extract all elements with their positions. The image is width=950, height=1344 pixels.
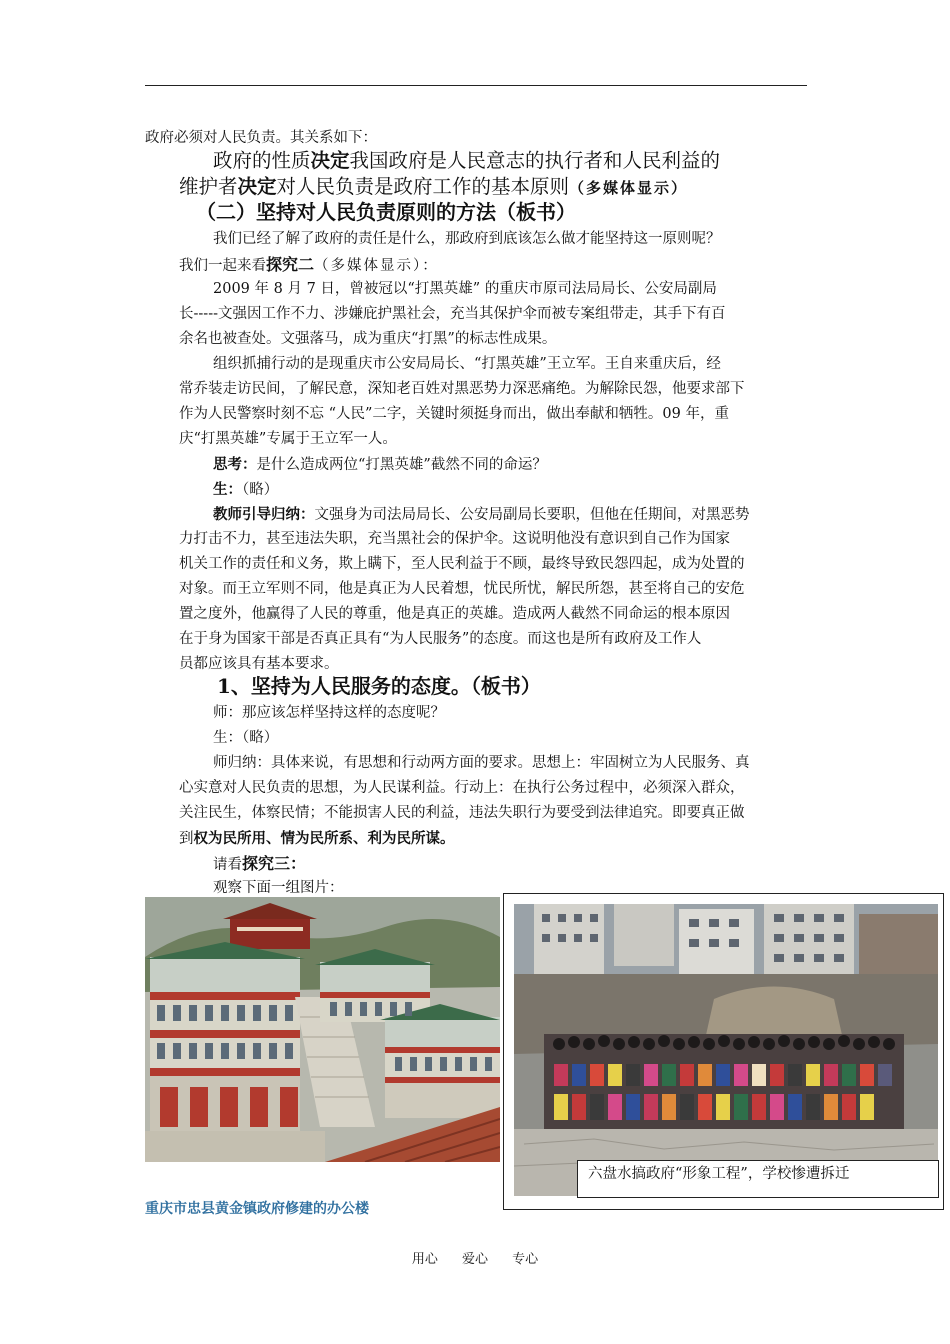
- left-photo-caption: 重庆市忠县黄金镇政府修建的办公楼: [145, 1201, 369, 1217]
- question: [179, 452, 841, 478]
- paragraph: 力打击不力，甚至违法失职，充当黑社会的保护伞。这说明他没有意识到自己作为国家: [179, 531, 730, 547]
- paragraph: 我们已经了解了政府的责任是什么，那政府到底该怎么做才能坚持这一原则呢？: [213, 231, 721, 247]
- paragraph: 机关工作的责任和义务，欺上瞒下，至人民利益于不顾，最终导致民怨四起，成为处置的: [179, 556, 745, 572]
- paragraph: 师归纳：具体来说，有思想和行动两方面的要求。思想上：牢固树立为人民服务、真: [213, 755, 750, 771]
- text: 维护者: [179, 175, 238, 198]
- text: 政府的性质: [213, 149, 311, 172]
- bold-text: 决定: [310, 149, 350, 172]
- paragraph: 员都应该具有基本要求。: [179, 656, 339, 672]
- paragraph: 2009 年 8 月 7 日，曾被冠以“打黑英雄” 的重庆市原司法局局长、公安局副局: [213, 281, 717, 297]
- text: （略）: [242, 482, 279, 498]
- paragraph: 生：（略）: [213, 730, 279, 746]
- section-heading: （二）坚持对人民负责原则的方法（板书）: [196, 200, 576, 224]
- paragraph: 师：那应该怎样坚持这样的态度呢？: [213, 705, 445, 721]
- paragraph: 在于身为国家干部是否真正具有“为人民服务”的态度。而这也是所有政府及工作人: [179, 631, 702, 647]
- media-note: （多媒体显示）: [569, 179, 689, 197]
- student-answer: [179, 477, 841, 503]
- text: 文强身为司法局局长、公安局副局长要职，但他在任期间，对黑恶势: [314, 507, 750, 523]
- page-footer: 用心 爱心 专心: [411, 1252, 539, 1267]
- paragraph: 对象。而王立军则不同，他是真正为人民着想，忧民所忧，解民所怨，甚至将自己的安危: [179, 581, 745, 597]
- paragraph: [179, 252, 807, 279]
- text: 对人民负责是政府工作的基本原则: [276, 175, 570, 198]
- paragraph: 庆“打黑英雄”专属于王立军一人。: [179, 431, 397, 447]
- paragraph: [179, 851, 841, 878]
- paragraph: 常乔装走访民间，了解民意，深知老百姓对黑恶势力深恶痛绝。为解除民怨，他要求部下: [179, 381, 745, 397]
- paragraph: 观察下面一组图片：: [213, 880, 344, 896]
- paragraph: 关注民生，体察民情；不能损害人民的利益，违法失职行为要受到法律追究。即要真正做: [179, 805, 745, 821]
- paragraph: 作为人民警察时刻不忘 “人民”二字，关键时须挺身而出，做出奉献和牺牲。09 年，重: [179, 406, 729, 422]
- paragraph: 心实意对人民负责的思想，为人民谋利益。行动上：在执行公务过程中，必须深入群众，: [179, 780, 745, 796]
- bold-text: 决定: [237, 175, 277, 198]
- paragraph: 政府必须对人民负责。其关系如下：: [145, 130, 377, 146]
- paragraph: [179, 826, 807, 852]
- text: 请看: [213, 857, 242, 873]
- paragraph: 置之度外，他赢得了人民的尊重，他是真正的英雄。造成两人截然不同命运的根本原因: [179, 606, 730, 622]
- paragraph: 余名也被查处。文强落马，成为重庆“打黑”的标志性成果。: [179, 331, 557, 347]
- text: 是什么造成两位“打黑英雄”截然不同的命运？: [256, 457, 547, 473]
- text: 我们一起来看: [179, 258, 266, 274]
- subsection-heading: 1、坚持为人民服务的态度。（板书）: [217, 674, 541, 698]
- label: 生：: [213, 481, 242, 498]
- bold-text: 探究三：: [242, 854, 307, 873]
- label: 思考：: [213, 456, 257, 473]
- teacher-summary: [179, 502, 841, 528]
- media-note: （多媒体显示）：: [314, 258, 439, 274]
- paragraph: 长-----文强因工作不力、涉嫌庇护黑社会，充当其保护伞而被专案组带走，其手下有百: [179, 306, 726, 322]
- paragraph: 组织抓捕行动的是现重庆市公安局局长、“打黑英雄”王立军。王自来重庆后，经: [213, 356, 721, 372]
- text: 到: [179, 831, 194, 847]
- relation-line-1: [179, 148, 841, 174]
- text: 我国政府是人民意志的执行者和人民利益的: [349, 149, 721, 172]
- bold-text: 探究二: [266, 255, 315, 274]
- right-photo-caption: 六盘水搞政府“形象工程”，学校惨遭拆迁: [577, 1160, 939, 1198]
- relation-line-2: [179, 174, 807, 201]
- label: 教师引导归纳：: [213, 506, 315, 523]
- header-rule: [145, 85, 807, 86]
- government-building-photo: [145, 897, 500, 1162]
- bold-text: 权为民所用、情为民所系、利为民所谋。: [193, 830, 455, 847]
- school-children-photo: [514, 904, 938, 1196]
